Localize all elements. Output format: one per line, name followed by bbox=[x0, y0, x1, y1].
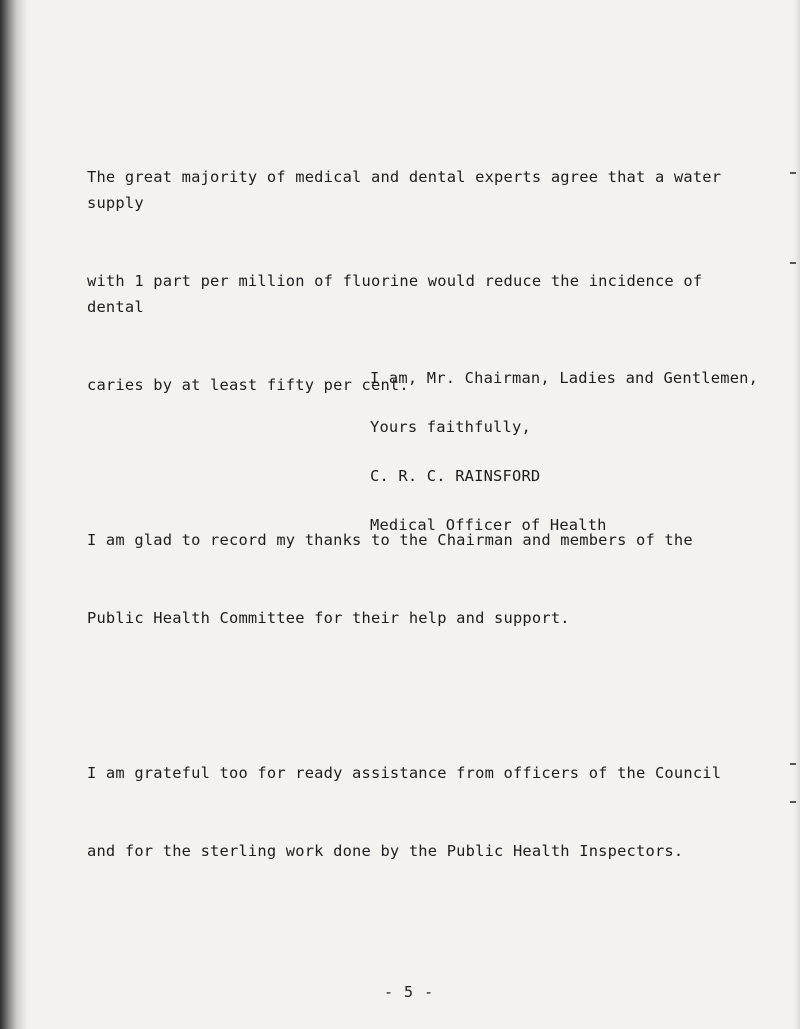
edge-mark bbox=[790, 262, 796, 264]
page-number: - 5 - bbox=[384, 983, 435, 1001]
text-line: and for the sterling work done by the Public Health Inspectors. bbox=[87, 842, 684, 860]
scan-right-edge bbox=[792, 0, 800, 1029]
text-line: with 1 part per million of fluorine would reduce the incidence of dental bbox=[87, 272, 712, 316]
text-line: The great majority of medical and dental experts agree that a water supply bbox=[87, 168, 731, 212]
valediction: Yours faithfully, bbox=[370, 418, 531, 436]
edge-mark bbox=[790, 763, 796, 765]
edge-mark bbox=[790, 801, 796, 803]
text-line: I am glad to record my thanks to the Chairman and members of the bbox=[87, 531, 693, 549]
scan-binding-edge bbox=[0, 0, 28, 1029]
salutation: I am, Mr. Chairman, Ladies and Gentlemen, bbox=[370, 369, 759, 387]
text-line: caries by at least fifty per cent. bbox=[87, 376, 409, 394]
signatory-title: Medical Officer of Health bbox=[370, 516, 607, 534]
text-line: I am grateful too for ready assistance from officers of the Council bbox=[87, 764, 722, 782]
paragraph-thanks bbox=[87, 475, 767, 683]
text-line: Public Health Committee for their help and support. bbox=[87, 609, 570, 627]
edge-mark bbox=[790, 172, 796, 174]
paragraph-fluoride bbox=[87, 112, 767, 450]
signatory-name: C. R. C. RAINSFORD bbox=[370, 467, 541, 485]
paragraph-gratitude bbox=[87, 708, 767, 916]
